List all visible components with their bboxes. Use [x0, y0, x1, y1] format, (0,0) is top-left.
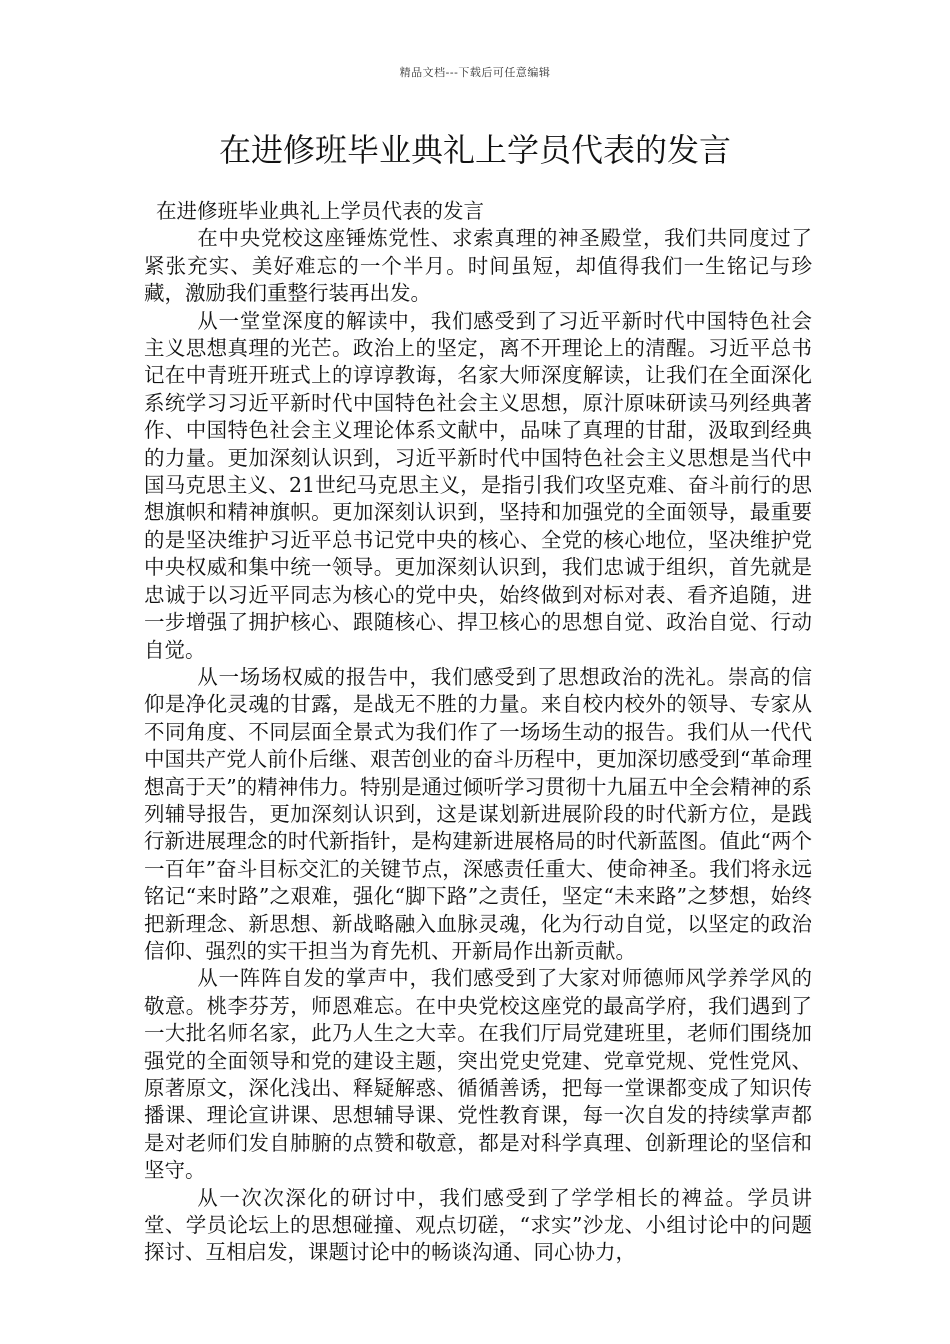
- paragraph-2: 从一堂堂深度的解读中，我们感受到了习近平新时代中国特色社会主义思想真理的光芒。政治上的坚定，离不开理论上的清醒。习近平总书记在中青班开班式上的谆谆教诲，名家大师深度解读，让我们在全面深化系统学习习近平新时代中国特色社会主义思想，原汁原味研读马列经典著作、中国特色社会主义理论体系文献中，品味了真理的甘甜，汲取到经典的力量。更加深刻认识到，习近平新时代中国特色社会主义思想是当代中国马克思主义、21世纪马克思主义，是指引我们攻坚克难、奋斗前行的思想旗帜和精神旗帜。更加深刻认识到，坚持和加强党的全面领导，最重要的是坚决维护习近平总书记党中央的核心、全党的核心地位，坚决维护党中央权威和集中统一领导。更加深刻认识到，我们忠诚于组织，首先就是忠诚于以习近平同志为核心的党中央，始终做到对标对表、看齐追随，进一步增强了拥护核心、跟随核心、捍卫核心的思想自觉、政治自觉、行动自觉。: [144, 308, 812, 662]
- document-subtitle: 在进修班毕业典礼上学员代表的发言: [156, 199, 484, 223]
- header-note: 精品文档---下载后可任意编辑: [399, 66, 551, 79]
- document-body: [144, 198, 812, 1267]
- paragraph-5: 从一次次深化的研讨中，我们感受到了学学相长的裨益。学员讲堂、学员论坛上的思想碰撞、观点切磋，“求实”沙龙、小组讨论中的问题探讨、互相启发，课题讨论中的畅谈沟通、同心协力，: [144, 1185, 812, 1265]
- paragraph-1: 在中央党校这座锤炼党性、求索真理的神圣殿堂，我们共同度过了紧张充实、美好难忘的一个半月。时间虽短，却值得我们一生铭记与珍藏，激励我们重整行装再出发。: [144, 226, 812, 306]
- paragraph-3: 从一场场权威的报告中，我们感受到了思想政治的洗礼。崇高的信仰是净化灵魂的甘露，是战无不胜的力量。来自校内校外的领导、专家从不同角度、不同层面全景式为我们作了一场场生动的报告。我们从一代代中国共产党人前仆后继、艰苦创业的奋斗历程中，更加深切感受到“革命理想高于天”的精神伟力。特别是通过倾听学习贯彻十九届五中全会精神的系列辅导报告，更加深刻认识到，这是谋划新进展阶段的时代新方位，是践行新进展理念的时代新指针，是构建新进展格局的时代新蓝图。值此“两个一百年”奋斗目标交汇的关键节点，深感责任重大、使命神圣。我们将永远铭记“来时路”之艰难，强化“脚下路”之责任，坚定“未来路”之梦想，始终把新理念、新思想、新战略融入血脉灵魂，化为行动自觉，以坚定的政治信仰、强烈的实干担当为育先机、开新局作出新贡献。: [144, 664, 812, 963]
- document-title: 在进修班毕业典礼上学员代表的发言: [218, 131, 731, 169]
- paragraph-4: 从一阵阵自发的掌声中，我们感受到了大家对师德师风学养学风的敬意。桃李芬芳，师恩难忘。在中央党校这座党的最高学府，我们遇到了一大批名师名家，此乃人生之大幸。在我们厅局党建班里，老师们围绕加强党的全面领导和党的建设主题，突出党史党建、党章党规、党性党风、原著原文，深化浅出、释疑解惑、循循善诱，把每一堂课都变成了知识传播课、理论宣讲课、思想辅导课、党性教育课，每一次自发的持续掌声都是对老师们发自肺腑的点赞和敬意，都是对科学真理、创新理论的坚信和坚守。: [144, 966, 812, 1183]
